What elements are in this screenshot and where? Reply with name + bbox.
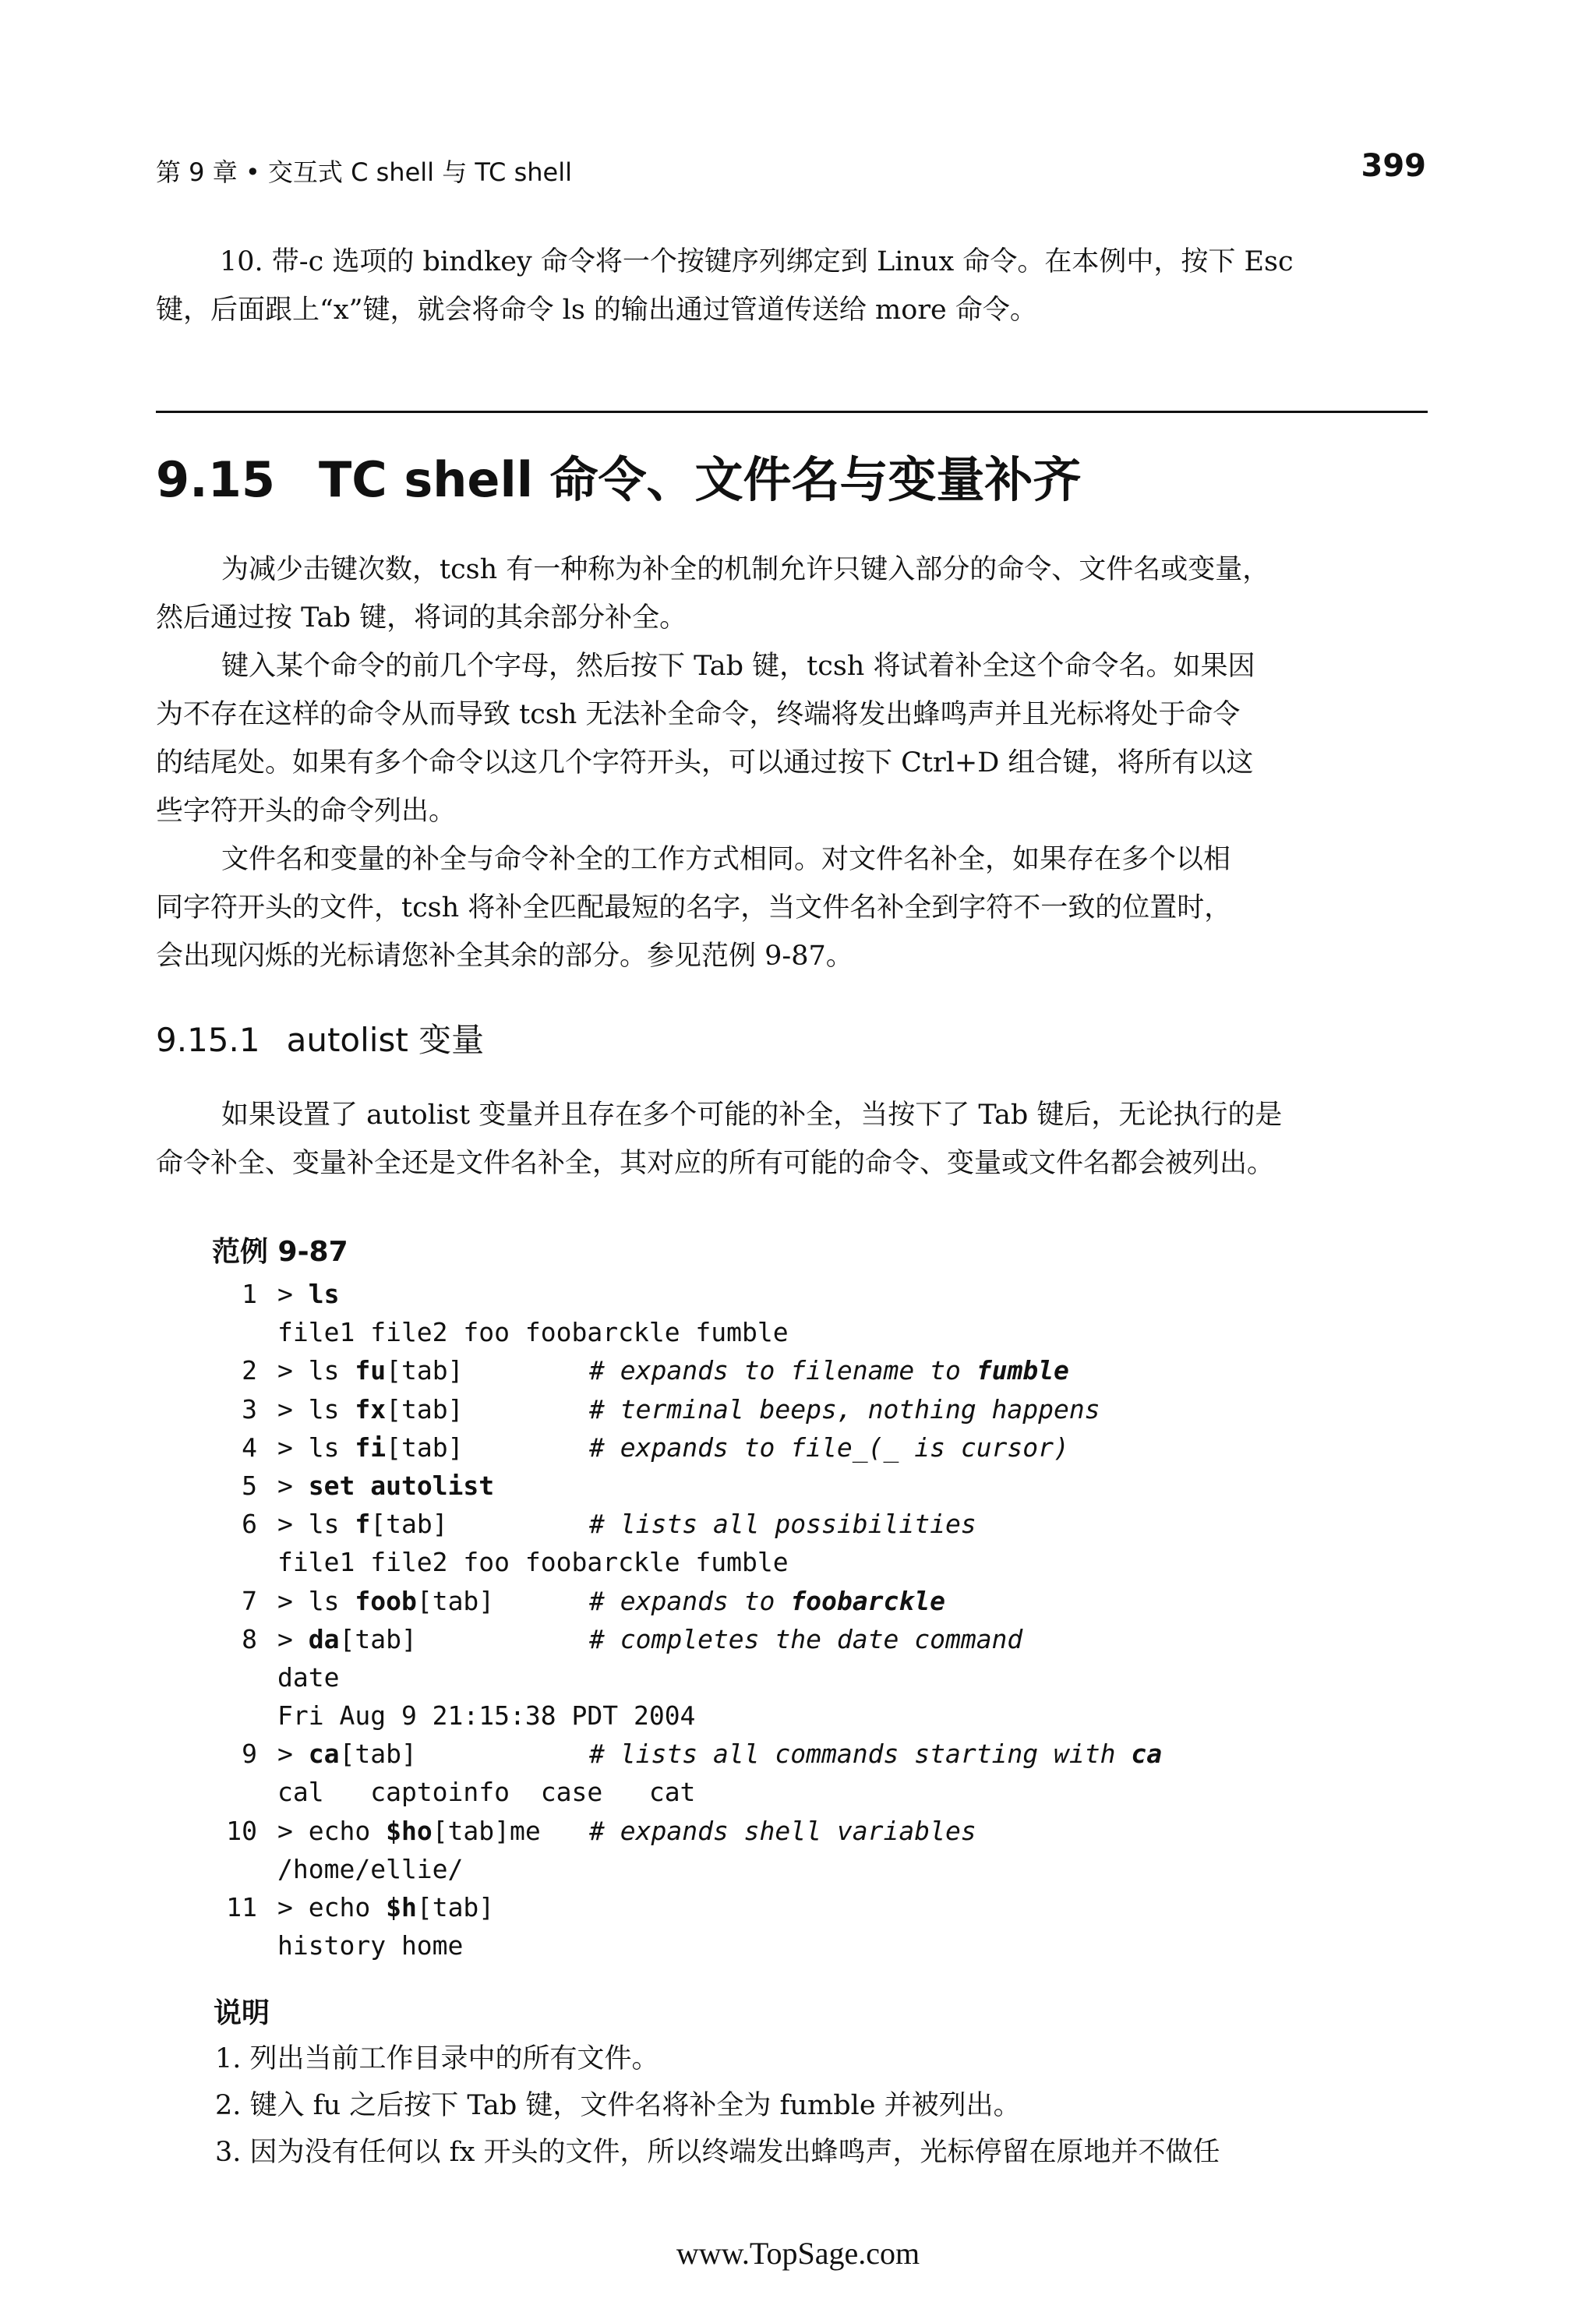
code-comment-text: # lists all possibilities xyxy=(589,1509,976,1540)
code-comment-text: # lists all commands starting with xyxy=(589,1739,1132,1770)
code-command xyxy=(277,1428,463,1467)
code-line xyxy=(210,1390,1379,1428)
code-typed: set autolist xyxy=(308,1470,495,1501)
code-line xyxy=(210,1428,1379,1467)
example-label: 范例 9-87 xyxy=(212,1236,348,1268)
code-comment-bold: foobarckle xyxy=(790,1585,945,1616)
para3-line2: 同字符开头的文件，tcsh 将补全匹配最短的名字，当文件名补全到字符不一致的位置时， xyxy=(156,892,1232,923)
code-command xyxy=(277,1582,494,1620)
code-line xyxy=(210,1926,1379,1965)
code-command xyxy=(277,1351,463,1389)
code-prompt: > ls xyxy=(277,1585,355,1616)
code-line-number: 6 xyxy=(242,1509,257,1540)
code-line xyxy=(210,1505,1379,1543)
code-line xyxy=(210,1888,1379,1926)
code-comment-text: # expands to xyxy=(589,1585,791,1616)
para3-line3: 会出现闪烁的光标请您补全其余的部分。参见范例 9-87。 xyxy=(156,941,853,972)
code-comment-bold: ca xyxy=(1131,1739,1163,1770)
code-command xyxy=(277,1505,448,1543)
code-keys: [tab] xyxy=(339,1623,417,1654)
code-comment-text: # expands to filename to xyxy=(589,1355,976,1386)
code-prompt: > xyxy=(277,1739,309,1770)
code-line xyxy=(210,1543,1379,1581)
code-comment-bold: fumble xyxy=(976,1355,1069,1386)
subsection-number: 9.15.1 xyxy=(156,1021,260,1059)
code-prompt: > ls xyxy=(277,1509,355,1540)
code-line-number: 10 xyxy=(226,1815,257,1846)
code-line xyxy=(210,1812,1379,1850)
code-prompt: > xyxy=(277,1470,309,1501)
intro-line-1: 10. 带-c 选项的 bindkey 命令将一个按键序列绑定到 Linux 命令。在本例中，按下 Esc xyxy=(220,246,1294,277)
subsection-para-line1: 如果设置了 autolist 变量并且存在多个可能的补全，当按下了 Tab 键后，无论执行的是 xyxy=(221,1100,1283,1131)
note-item-1: 1. 列出当前工作目录中的所有文件。 xyxy=(215,2043,659,2074)
code-typed: fi xyxy=(355,1432,387,1463)
code-keys: [tab] xyxy=(386,1355,464,1386)
para1-line2: 然后通过按 Tab 键，将词的其余部分补全。 xyxy=(156,602,687,634)
code-output: history home xyxy=(277,1930,464,1961)
code-line-number: 9 xyxy=(242,1739,257,1770)
code-command xyxy=(277,1812,541,1850)
code-keys: [tab]me xyxy=(432,1815,541,1846)
code-prompt: > xyxy=(277,1623,309,1654)
code-line-number: 1 xyxy=(242,1279,257,1309)
para3-line1: 文件名和变量的补全与命令补全的工作方式相同。对文件名补全，如果存在多个以相 xyxy=(221,844,1231,875)
code-line xyxy=(210,1696,1379,1735)
code-typed: fx xyxy=(355,1393,387,1425)
code-line xyxy=(210,1658,1379,1696)
code-keys: [tab] xyxy=(339,1739,417,1770)
code-line-number: 8 xyxy=(242,1623,257,1654)
code-comment xyxy=(589,1735,1162,1773)
running-header xyxy=(156,148,1426,192)
code-line-number: 3 xyxy=(242,1393,257,1425)
code-output: file1 file2 foo foobarckle fumble xyxy=(277,1317,789,1348)
code-line xyxy=(210,1773,1379,1811)
subsection-title-text: autolist 变量 xyxy=(286,1021,485,1059)
code-comment xyxy=(589,1620,1022,1658)
code-typed: ca xyxy=(308,1739,340,1770)
subsection-para-line2: 命令补全、变量补全还是文件名补全，其对应的所有可能的命令、变量或文件名都会被列出。 xyxy=(156,1148,1275,1179)
para2-line3: 的结尾处。如果有多个命令以这几个字符开头，可以通过按下 Ctrl+D 组合键，将所有以这 xyxy=(156,747,1254,778)
code-keys: [tab] xyxy=(370,1509,448,1540)
code-comment xyxy=(589,1351,1069,1389)
para2-line2: 为不存在这样的命令从而导致 tcsh 无法补全命令，终端将发出蜂鸣声并且光标将处于命令 xyxy=(156,699,1241,730)
code-typed: ls xyxy=(308,1279,340,1309)
note-item-2: 2. 键入 fu 之后按下 Tab 键，文件名将补全为 fumble 并被列出。 xyxy=(215,2090,1021,2121)
code-output: file1 file2 foo foobarckle fumble xyxy=(277,1547,789,1578)
intro-line-2: 键，后面跟上“x”键，就会将命令 ls 的输出通过管道传送给 more 命令。 xyxy=(156,295,1037,326)
code-command xyxy=(277,1735,417,1773)
code-command xyxy=(277,1620,417,1658)
code-line xyxy=(210,1467,1379,1505)
code-comment-text: # terminal beeps, nothing happens xyxy=(589,1393,1100,1425)
section-divider xyxy=(156,411,1428,413)
code-line xyxy=(210,1351,1379,1389)
code-line-number: 5 xyxy=(242,1470,257,1501)
code-typed: $ho xyxy=(386,1815,433,1846)
code-prompt: > ls xyxy=(277,1393,355,1425)
code-output: Fri Aug 9 21:15:38 PDT 2004 xyxy=(277,1700,696,1732)
section-title xyxy=(156,441,1082,510)
code-line-number: 2 xyxy=(242,1355,257,1386)
code-line xyxy=(210,1850,1379,1888)
code-keys: [tab] xyxy=(416,1585,495,1616)
code-line xyxy=(210,1735,1379,1773)
code-comment xyxy=(589,1390,1100,1428)
code-keys: [tab] xyxy=(386,1393,464,1425)
subsection-title xyxy=(156,1015,484,1061)
code-comment xyxy=(589,1582,945,1620)
code-line xyxy=(210,1313,1379,1351)
code-comment xyxy=(589,1428,1069,1467)
code-typed: f xyxy=(355,1509,371,1540)
footer-url: www.TopSage.com xyxy=(676,2236,920,2271)
code-typed: foob xyxy=(355,1585,417,1616)
section-title-text: TC shell 命令、文件名与变量补齐 xyxy=(318,451,1082,508)
code-comment xyxy=(589,1812,976,1850)
code-line xyxy=(210,1582,1379,1620)
code-output: /home/ellie/ xyxy=(277,1853,464,1884)
code-prompt: > echo xyxy=(277,1815,387,1846)
code-comment-text: # expands shell variables xyxy=(589,1815,976,1846)
code-example xyxy=(210,1275,1379,1965)
code-output: date xyxy=(277,1661,340,1693)
code-comment xyxy=(589,1505,976,1543)
code-line-number: 7 xyxy=(242,1585,257,1616)
para2-line4: 些字符开头的命令列出。 xyxy=(156,796,457,827)
code-typed: $h xyxy=(386,1892,417,1922)
code-line-number: 11 xyxy=(226,1892,257,1922)
code-command xyxy=(277,1390,463,1428)
code-line xyxy=(210,1275,1379,1313)
para1-line1: 为减少击键次数，tcsh 有一种称为补全的机制允许只键入部分的命令、文件名或变量， xyxy=(221,554,1270,585)
page-number: 399 xyxy=(1361,148,1426,184)
code-prompt: > ls xyxy=(277,1432,355,1463)
section-number: 9.15 xyxy=(156,451,275,508)
code-keys: [tab] xyxy=(416,1892,495,1922)
notes-label: 说明 xyxy=(214,1997,270,2029)
code-output: cal captoinfo case cat xyxy=(277,1777,696,1808)
code-comment-text: # expands to file_(_ is cursor) xyxy=(589,1432,1069,1463)
code-comment-text: # completes the date command xyxy=(589,1623,1023,1654)
note-item-3: 3. 因为没有任何以 fx 开头的文件，所以终端发出蜂鸣声，光标停留在原地并不做任 xyxy=(215,2137,1220,2168)
code-prompt: > xyxy=(277,1279,309,1309)
code-prompt: > echo xyxy=(277,1892,387,1922)
code-command xyxy=(277,1888,494,1926)
code-typed: fu xyxy=(355,1355,387,1386)
chapter-heading: 第 9 章 • 交互式 C shell 与 TC shell xyxy=(156,157,572,187)
code-keys: [tab] xyxy=(386,1432,464,1463)
code-command xyxy=(277,1467,494,1505)
para2-line1: 键入某个命令的前几个字母，然后按下 Tab 键，tcsh 将试着补全这个命令名。如果因 xyxy=(221,651,1255,682)
code-typed: da xyxy=(308,1623,340,1654)
code-line xyxy=(210,1620,1379,1658)
code-prompt: > ls xyxy=(277,1355,355,1386)
code-command xyxy=(277,1275,340,1313)
code-line-number: 4 xyxy=(242,1432,257,1463)
